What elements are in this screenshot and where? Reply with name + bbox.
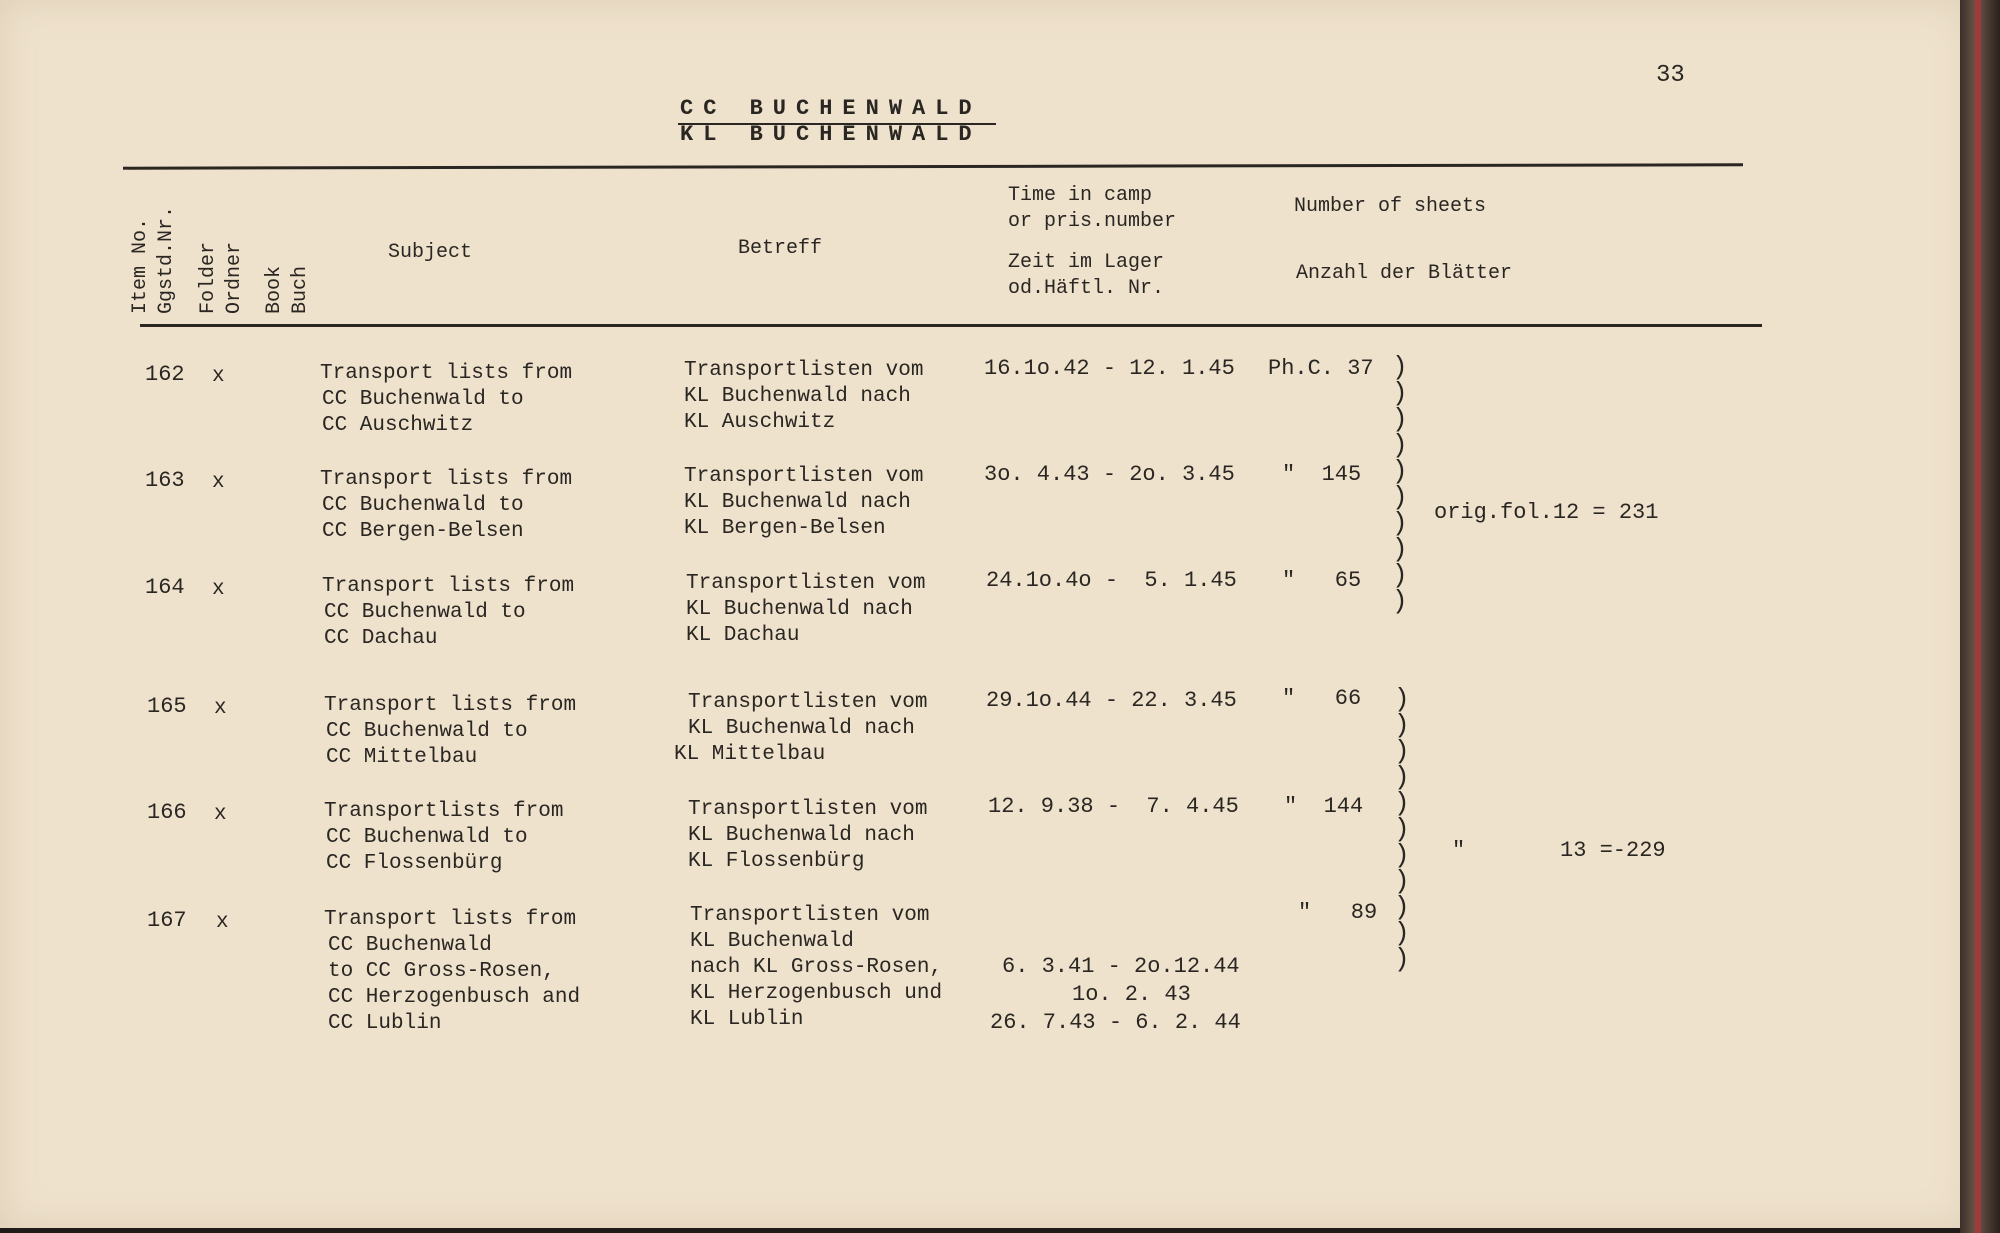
row-167-betreff-1: Transportlisten vom [690, 904, 930, 927]
group-note-1: orig.fol.12 = 231 [1434, 500, 1659, 525]
group-note-2: 13 =-229 [1560, 838, 1666, 863]
row-167-time-1: 6. 3.41 - 2o.12.44 [1002, 954, 1240, 979]
row-164-subject-1: Transport lists from [322, 575, 575, 598]
row-163-sheets: " 145 [1282, 462, 1362, 487]
header-time-en-2: or pris.number [1008, 210, 1177, 233]
header-item-no: Item No. [129, 217, 152, 314]
row-165-subject-3: CC Mittelbau [326, 746, 478, 769]
row-165-betreff-3: KL Mittelbau [674, 743, 826, 766]
row-167-subject-3: to CC Gross-Rosen, [328, 960, 555, 983]
row-167-time-2: 1o. 2. 43 [1072, 982, 1191, 1007]
row-162-sheets: Ph.C. 37 [1268, 356, 1374, 381]
row-167-betreff-4: KL Herzogenbusch und [690, 982, 943, 1005]
page-number: 33 [1656, 62, 1685, 89]
row-163-item: 163 [145, 468, 185, 493]
row-164-subject-3: CC Dachau [324, 627, 438, 650]
row-164-betreff-3: KL Dachau [686, 624, 800, 647]
row-166-subject-2: CC Buchenwald to [326, 826, 528, 849]
header-subject: Subject [388, 241, 473, 264]
row-163-subject-2: CC Buchenwald to [322, 494, 524, 517]
row-164-betreff-2: KL Buchenwald nach [686, 598, 913, 621]
row-162-subject-3: CC Auschwitz [322, 414, 474, 437]
row-167-betreff-2: KL Buchenwald [690, 930, 854, 953]
row-166-time: 12. 9.38 - 7. 4.45 [988, 794, 1239, 819]
row-166-subject-3: CC Flossenbürg [326, 852, 503, 875]
brace-group-1: ) ) ) ) ) ) ) ) ) ) [1392, 352, 1408, 616]
header-bottom-rule [140, 324, 1762, 327]
row-162-betreff-1: Transportlisten vom [684, 359, 924, 382]
header-time-de-1: Zeit im Lager [1008, 251, 1165, 274]
row-163-time: 3o. 4.43 - 2o. 3.45 [984, 462, 1235, 487]
header-sheets-en: Number of sheets [1294, 195, 1487, 218]
row-166-folder: x [214, 803, 227, 826]
row-162-item: 162 [145, 362, 185, 387]
row-165-betreff-1: Transportlisten vom [688, 691, 928, 714]
row-164-sheets: " 65 [1282, 568, 1362, 593]
row-167-subject-1: Transport lists from [324, 908, 577, 931]
row-162-betreff-2: KL Buchenwald nach [684, 385, 911, 408]
header-betreff: Betreff [738, 237, 823, 260]
row-165-sheets: " 66 [1282, 686, 1362, 711]
row-163-folder: x [212, 471, 225, 494]
brace-group-2: ) ) ) ) ) ) ) ) ) ) ) [1394, 684, 1410, 974]
row-162-subject-2: CC Buchenwald to [322, 388, 524, 411]
header-sheets-de: Anzahl der Blätter [1296, 262, 1513, 285]
book-edge-binding [1975, 0, 1981, 1233]
row-167-subject-5: CC Lublin [328, 1012, 442, 1035]
row-167-betreff-5: KL Lublin [690, 1008, 804, 1031]
title-german: KL BUCHENWALD [680, 122, 982, 147]
row-163-betreff-2: KL Buchenwald nach [684, 491, 911, 514]
row-164-betreff-1: Transportlisten vom [686, 572, 926, 595]
row-167-folder: x [216, 911, 229, 934]
row-166-sheets: " 144 [1284, 794, 1364, 819]
row-162-folder: x [212, 365, 225, 388]
row-167-subject-4: CC Herzogenbusch and [328, 986, 581, 1009]
group-note-2-ditto: " [1452, 838, 1466, 863]
header-ggstd-nr: Ggstd.Nr. [155, 205, 178, 314]
row-165-betreff-2: KL Buchenwald nach [688, 717, 915, 740]
row-163-subject-3: CC Bergen-Belsen [322, 520, 524, 543]
row-167-sheets: " 89 [1298, 900, 1378, 925]
row-167-subject-2: CC Buchenwald [328, 934, 492, 957]
row-165-subject-1: Transport lists from [324, 694, 577, 717]
header-time-en-1: Time in camp [1008, 184, 1153, 207]
row-162-time: 16.1o.42 - 12. 1.45 [984, 356, 1235, 381]
row-165-item: 165 [147, 694, 187, 719]
title-english: CC BUCHENWALD [680, 96, 982, 121]
header-book: Book [263, 265, 286, 314]
row-163-subject-1: Transport lists from [320, 468, 573, 491]
row-166-item: 166 [147, 800, 187, 825]
row-164-subject-2: CC Buchenwald to [324, 601, 526, 624]
row-166-betreff-2: KL Buchenwald nach [688, 824, 915, 847]
row-164-item: 164 [145, 575, 185, 600]
row-163-betreff-1: Transportlisten vom [684, 465, 924, 488]
row-167-time-3: 26. 7.43 - 6. 2. 44 [990, 1010, 1241, 1035]
header-buch: Buch [289, 265, 312, 314]
header-time-de-2: od.Häftl. Nr. [1008, 277, 1165, 300]
row-166-betreff-1: Transportlisten vom [688, 798, 928, 821]
row-164-folder: x [212, 578, 225, 601]
row-165-folder: x [214, 697, 227, 720]
row-167-betreff-3: nach KL Gross-Rosen, [690, 956, 943, 979]
row-165-time: 29.1o.44 - 22. 3.45 [986, 688, 1237, 713]
row-165-subject-2: CC Buchenwald to [326, 720, 528, 743]
row-163-betreff-3: KL Bergen-Belsen [684, 517, 886, 540]
row-166-subject-1: Transportlists from [324, 800, 564, 823]
row-162-betreff-3: KL Auschwitz [684, 411, 836, 434]
row-162-subject-1: Transport lists from [320, 362, 573, 385]
row-167-item: 167 [147, 908, 187, 933]
header-ordner: Ordner [223, 241, 246, 314]
row-166-betreff-3: KL Flossenbürg [688, 850, 865, 873]
header-folder: Folder [197, 241, 220, 314]
row-164-time: 24.1o.4o - 5. 1.45 [986, 568, 1237, 593]
